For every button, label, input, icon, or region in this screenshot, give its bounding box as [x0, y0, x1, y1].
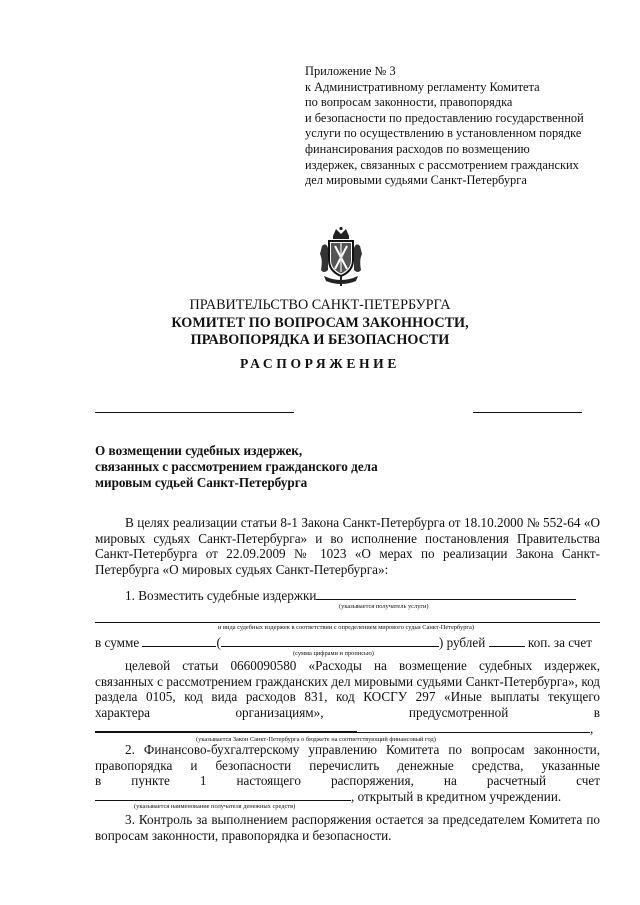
committee-name-line2: ПРАВОПОРЯДКА И БЕЗОПАСНОСТИ	[190, 332, 450, 348]
item2-tail: , открытый в кредитном учреждении.	[351, 789, 562, 804]
coat-of-arms-icon	[318, 226, 364, 288]
annex-line: по вопросам законности, правопорядка	[305, 95, 513, 110]
item1-sum-line	[95, 635, 600, 651]
word: 1	[199, 773, 207, 788]
item3-paragraph: 3. Контроль за выполнением распоряжения остается за председателем Комитета по вопросам законности, правопорядка и безопасности.	[95, 812, 600, 843]
costs-blank-line	[95, 622, 600, 623]
document-subject	[95, 443, 378, 491]
item1-target-text: целевой статьи 0660090580 «Расходы на возмещение судебных издержек, связанных с рассмотрением гражданских дел мировыми судьями Санкт-Петербурга», код раздела 0105, код вида расходов 831, код КОСГУ 297 «Иные выплаты текущего характера организациям», предусмотренной в	[95, 658, 600, 720]
kopecks-label: коп. за счет	[527, 635, 593, 650]
item2-line3	[95, 773, 600, 789]
hint-costs: и вида судебных издержек в соответствии с определением мирового судьи Санкт-Петербурга)	[218, 624, 474, 631]
hint-recipient: (указывается получатель услуги)	[339, 603, 429, 610]
annex-line: Приложение № 3	[305, 64, 396, 78]
item1-law-line	[95, 721, 600, 737]
annex-line: к Административному регламенту Комитета	[305, 79, 540, 94]
paren-open: (	[216, 635, 221, 650]
annex-line: финансирования расходов по возмещению	[305, 141, 530, 156]
word: распоряжения,	[330, 773, 414, 788]
word: настоящего	[236, 773, 301, 788]
word: пункте	[131, 773, 170, 788]
annex-block	[305, 64, 584, 189]
sum-words-blank	[221, 635, 439, 647]
word: счет	[576, 773, 600, 788]
annex-line: и безопасности по предоставлению государственной	[305, 110, 584, 125]
word: на	[443, 773, 457, 788]
item1-first-line	[95, 588, 600, 604]
annex-line: дел мировыми судьями Санкт-Петербурга	[305, 173, 527, 188]
hint-sum: (сумма цифрами и прописью)	[293, 650, 374, 657]
subject-line: О возмещении судебных издержек,	[95, 443, 303, 458]
subject-line: связанных с рассмотрением гражданского дела	[95, 459, 378, 474]
budget-law-blank-2	[95, 721, 590, 733]
subject-line: мировым судьей Санкт-Петербурга	[95, 475, 308, 490]
hint-law: (указывается Закон Санкт-Петербурга о бюджете на соответствующий финансовый год)	[196, 736, 436, 743]
item1-start: 1. Возместить судебные издержки	[125, 588, 317, 603]
number-line	[473, 412, 582, 413]
annex-line: издержек, связанных с рассмотрением гражданских	[305, 157, 579, 172]
committee-name-line1: КОМИТЕТ ПО ВОПРОСАМ ЗАКОННОСТИ,	[171, 315, 469, 331]
kopecks-blank	[489, 635, 525, 647]
sum-label: в сумме	[95, 635, 140, 650]
date-line	[95, 412, 294, 413]
word: в	[95, 773, 102, 788]
document-type: РАСПОРЯЖЕНИЕ	[239, 356, 401, 371]
rubles-label: ) рублей	[438, 635, 486, 650]
annex-line: услуги по осуществлению в установленном порядке	[305, 126, 582, 141]
government-name: ПРАВИТЕЛЬСТВО САНКТ-ПЕТЕРБУРГА	[189, 297, 451, 313]
comma: ,	[590, 721, 594, 736]
item2-paragraph: 2. Финансово-бухгалтерскому управлению Комитета по вопросам законности, правопорядка и безопасности перечислить денежные средства, указанные	[95, 742, 600, 773]
preamble-paragraph: В целях реализации статьи 8-1 Закона Санкт-Петербурга от 18.10.2000 № 552-64 «О мировых судьях Санкт-Петербурга» и во исполнение постановления Правительства Санкт-Петербурга от 22.09.2009 № 1023 «О мерах по реализации Закона Санкт-Петербурга «О мировых судьях Санкт-Петербурга»:	[95, 515, 600, 577]
sum-digits-blank	[142, 635, 216, 647]
word: расчетный	[486, 773, 547, 788]
recipient-blank	[316, 588, 576, 600]
hint-funds-recipient: (указывается наименование получателя денежных средств)	[134, 803, 296, 810]
account-blank	[95, 789, 351, 801]
